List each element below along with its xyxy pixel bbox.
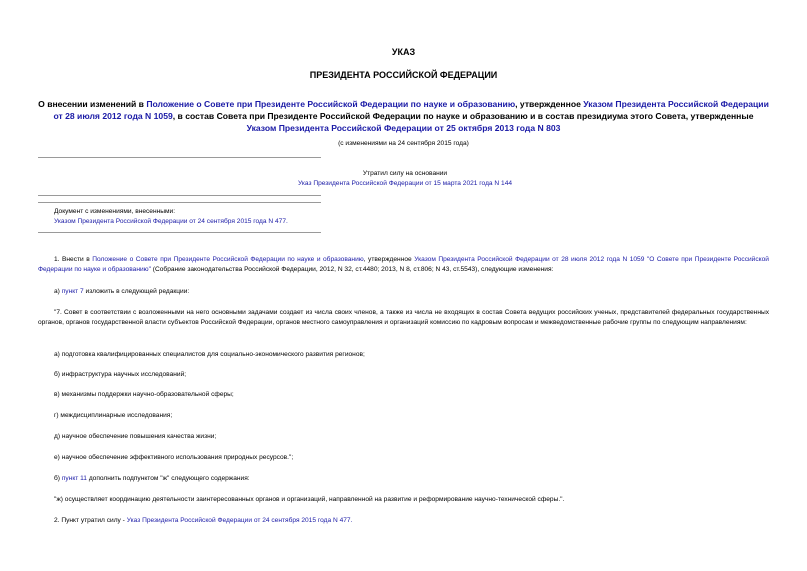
list-item-d: д) научное обеспечение повышения качества жизни; xyxy=(54,433,217,440)
list-item-v: в) механизмы поддержки научно-образовательной сферы; xyxy=(54,391,234,398)
paragraph-text: б) xyxy=(54,475,62,482)
paragraph-2 xyxy=(38,516,769,526)
changes-link[interactable]: Указом Президента Российской Федерации от 24 сентября 2015 года N 477. xyxy=(54,218,288,225)
lost-force-label: Утратил силу на основании xyxy=(362,170,448,177)
heading-text: О внесении изменений в xyxy=(38,99,147,109)
issuer-title: ПРЕЗИДЕНТА РОССИЙСКОЙ ФЕДЕРАЦИИ xyxy=(309,70,498,80)
lost-force-wrap xyxy=(240,180,570,187)
paragraph-text: 2. Пункт утратил силу - xyxy=(54,517,127,524)
list-item-b: б) инфраструктура научных исследований; xyxy=(54,371,187,378)
point-7-text: "7. Совет в соответствии с возложенными на него основными задачами создает из числа своих членов, а также из числа не входящих в состав Совета ведущих российских ученых, представителей федеральных государственных органов, органов государственной власти субъектов Российской Федерации, органов местного самоуправления и организаций комиссию по кадровым вопросам и межведомственные рабочие группы по следующим направлениям: xyxy=(38,309,769,327)
paragraph-1 xyxy=(38,255,769,276)
divider xyxy=(38,232,321,233)
subparagraph-zh: "ж) осуществляет координацию деятельности заинтересованных органов и организаций, направленной на развитие и реформирование научно-технической сферы.". xyxy=(54,496,565,503)
changes-label: Документ с изменениями, внесенными: xyxy=(54,208,176,215)
p1-link-regulation[interactable]: Положение о Совете при Президенте Российской Федерации по науке и образованию xyxy=(92,256,364,263)
heading-text: , утвержденное xyxy=(515,99,584,109)
document-heading xyxy=(38,98,769,134)
paragraph-text: 1. Внести в xyxy=(54,256,93,263)
divider xyxy=(38,202,321,203)
p1-link-decree-1059[interactable]: Указом Президента Российской Федерации от 28 июля 2012 года N 1059 "О Совете при Президенте Российской Федерации по науке и образованию" xyxy=(38,256,769,274)
divider xyxy=(38,195,321,196)
list-item-e: е) научное обеспечение эффективного использования природных ресурсов."; xyxy=(54,454,294,461)
heading-link-decree-1059[interactable]: Указом Президента Российской Федерации от 28 июля 2012 года N 1059 xyxy=(53,99,769,121)
subparagraph-b xyxy=(38,474,769,484)
paragraph-text: а) xyxy=(54,288,62,295)
paragraph-text: изложить в следующей редакции: xyxy=(83,288,190,295)
link-point-7[interactable]: пункт 7 xyxy=(61,288,84,295)
document-type-title: УКАЗ xyxy=(391,47,416,57)
subparagraph-a xyxy=(38,287,769,297)
list-item-a: а) подготовка квалифицированных специалистов для социально-экономического развития регионов; xyxy=(54,351,365,358)
lost-force-link[interactable]: Указ Президента Российской Федерации от 15 марта 2021 года N 144 xyxy=(297,180,513,187)
link-point-11[interactable]: пункт 11 xyxy=(61,475,87,482)
changes-link-wrap xyxy=(54,218,288,225)
heading-link-regulation[interactable]: Положение о Совете при Президенте Российской Федерации по науке и образованию xyxy=(146,99,516,109)
paragraph-text: , утвержденное xyxy=(363,256,415,263)
divider xyxy=(38,157,321,158)
list-item-g: г) междисциплинарные исследования; xyxy=(54,412,173,419)
paragraph-text: (Собрание законодательства Российской Федерации, 2012, N 32, ст.4480; 2013, N 8, ст.806; N 43, ст.5543), следующие изменения: xyxy=(150,266,554,274)
paragraph-text: дополнить подпунктом "ж" следующего содержания: xyxy=(86,475,250,482)
heading-text: , в состав Совета при Президенте Российской Федерации по науке и образованию и в состав президиума этого Совета, утвержденные xyxy=(172,111,754,121)
edition-note: (с изменениями на 24 сентября 2015 года) xyxy=(338,140,469,147)
link-decree-477[interactable]: Указ Президента Российской Федерации от 24 сентября 2015 года N 477. xyxy=(126,517,353,524)
heading-link-decree-803[interactable]: Указом Президента Российской Федерации от 25 октября 2013 года N 803 xyxy=(246,123,561,133)
